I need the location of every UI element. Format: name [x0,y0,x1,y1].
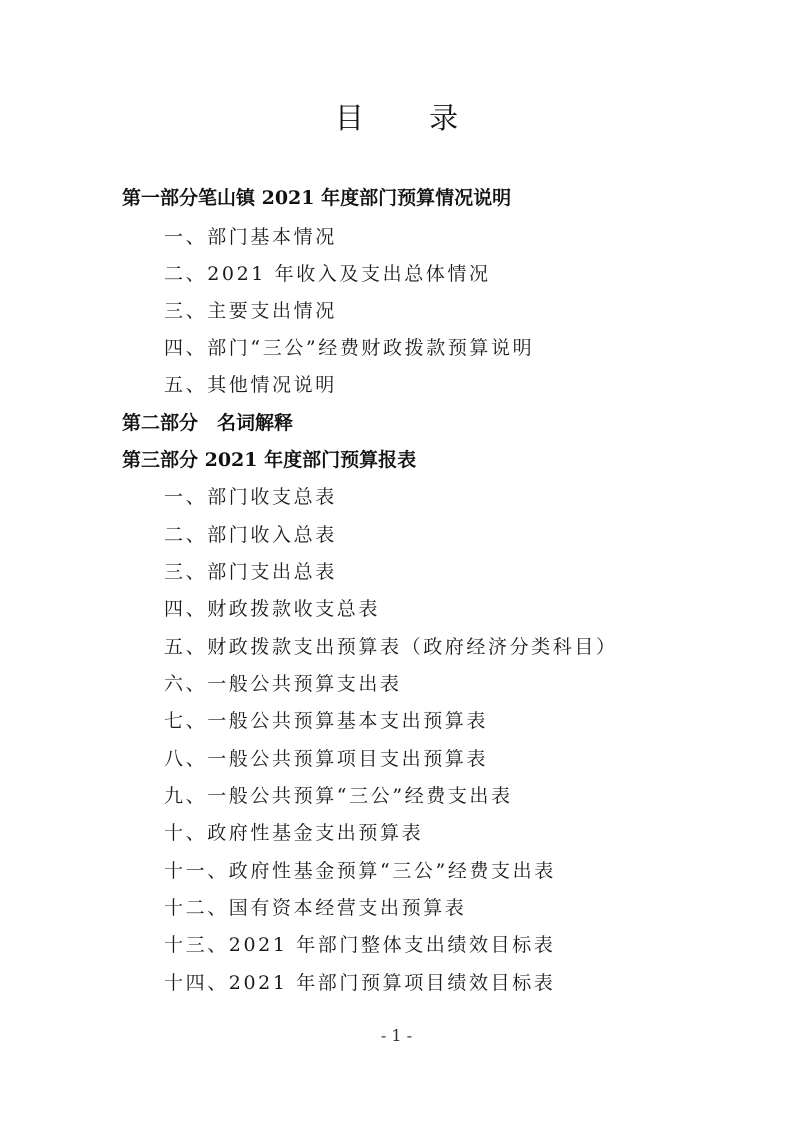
toc-part-3-item-6: 六、一般公共预算支出表 [164,673,402,695]
toc-part-3-heading: 第三部分 2021 年度部门预算报表 [122,449,417,471]
toc-part-3-item-7: 七、一般公共预算基本支出预算表 [164,710,489,732]
toc-part-3-item-3: 三、部门支出总表 [164,561,337,583]
toc-part-1-item-3: 三、主要支出情况 [164,300,337,322]
toc-part-1-item-2: 二、2021 年收入及支出总体情况 [164,263,491,285]
toc-part-2-heading: 第二部分 名词解释 [122,412,294,434]
page-number: - 1 - [380,1026,413,1045]
toc-part-3-item-1: 一、部门收支总表 [164,486,337,508]
toc-part-1-item-5: 五、其他情况说明 [164,374,337,396]
toc-part-3-item-4: 四、财政拨款收支总表 [164,598,381,620]
toc-part-3-item-2: 二、部门收入总表 [164,524,337,546]
toc-part-1-item-1: 一、部门基本情况 [164,226,337,248]
toc-part-3-item-13: 十三、2021 年部门整体支出绩效目标表 [164,934,556,956]
toc-part-3-item-11: 十一、政府性基金预算“三公”经费支出表 [164,860,556,882]
toc-part-1-heading: 第一部分笔山镇 2021 年度部门预算情况说明 [122,187,512,209]
page-title: 目 录 [334,101,487,135]
toc-part-3-item-14: 十四、2021 年部门预算项目绩效目标表 [164,972,556,994]
toc-part-1-item-4: 四、部门“三公”经费财政拨款预算说明 [164,337,535,359]
toc-part-3-item-9: 九、一般公共预算“三公”经费支出表 [164,785,513,807]
toc-part-3-item-5: 五、财政拨款支出预算表（政府经济分类科目） [164,636,618,658]
toc-part-3-item-12: 十二、国有资本经营支出预算表 [164,897,467,919]
toc-part-3-item-10: 十、政府性基金支出预算表 [164,822,424,844]
toc-part-3-item-8: 八、一般公共预算项目支出预算表 [164,748,489,770]
